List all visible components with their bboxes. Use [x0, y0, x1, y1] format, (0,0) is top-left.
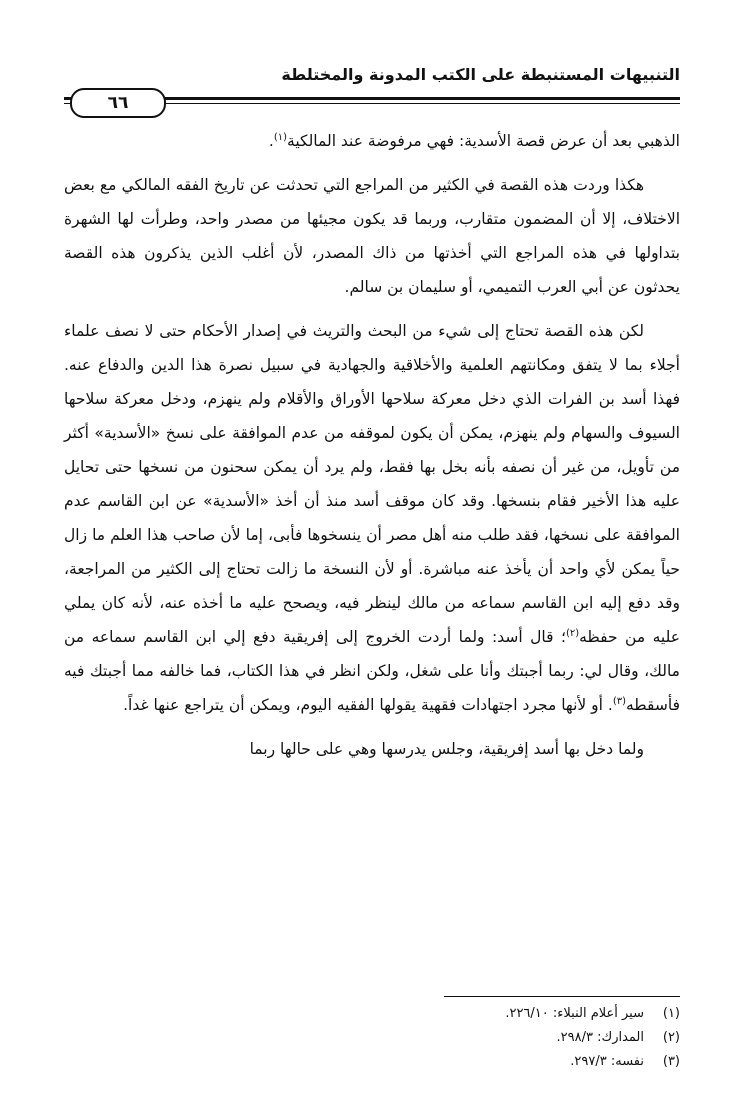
- footnotes: [64, 1002, 680, 1074]
- footnote-3: [64, 1050, 680, 1074]
- footnote-separator: [444, 996, 680, 997]
- header-rule: [64, 88, 680, 118]
- paragraph-3: لكن هذه القصة تحتاج إلى شيء من البحث والتريث في إصدار الأحكام حتى لا نصف علماء أجلاء بما لا يتفق ومكانتهم العلمية والأخلاقية والجهادية في سبيل نصرة هذا الدين والدفاع عنه. فهذا أسد بن الفرات الذي دخل معركة سلاحها الأوراق والأقلام ولم ينهزم، ودخل معركة سلاحها السيوف والسهام ولم ينهزم، يمكن أن يكون لموقفه من عدم الموافقة على نسخ «الأسدية» أكثر من تأويل، من غير أن نصفه بأنه بخل بها فقط، ولم يرد أن يمكن سحنون من نسخها حتى تحايل عليه هذا الأخير فقام بنسخها. وقد كان موقف أسد منذ أن أخذ «الأسدية» عن ابن القاسم عدم الموافقة على نسخها، فقد طلب منه أهل مصر أن ينسخوها فأبى، إما لأن صاحب هذا العلم ما زال حياً يمكن لأي واحد أن يأخذ عنه مباشرة. أو لأن النسخة ما زالت تحتاج إلى الكثير من المراجعة، وقد دفع إليه ابن القاسم سماعه من مالك لينظر فيه، ويصحح عليه ما أخذه عنه، لأنه كان يملي عليه من حفظه$^{(٢)}$؛ قال أسد: ولما أردت الخروج إلى إفريقية دفع إلي ابن القاسم سماعه من مالك، وقال لي: ربما أجبتك وأنا على شغل، ولكن انظر في هذا الكتاب، فما خالفه مما أجبتك فيه فأسقطه$^{(٣)}$. أو لأنها مجرد اجتهادات فقهية يقولها الفقيه اليوم، ويمكن أن يتراجع عنها غداً.: [64, 322, 680, 714]
- footnote-number: (٣): [662, 1054, 680, 1069]
- paragraph-1: الذهبي بعد أن عرض قصة الأسدية: فهي مرفوضة عند المالكية$^{(١)}$.: [268, 131, 680, 150]
- paragraph-2: هكذا وردت هذه القصة في الكثير من المراجع التي تحدثت عن تاريخ الفقه المالكي مع بعض الاختلاف، إلا أن المضمون متقارب، وربما قد يكون مجيئها من مصدر واحد، وطرأت لها الشهرة بتداولها في هذه المراجع التي أخذتها من ذاك المصدر، لأن أغلب الذين يذكرون هذه القصة يحدثون عن أبي العرب التميمي، أو سليمان بن سالم.: [64, 176, 680, 296]
- footnote-ref-2: (٢): [565, 627, 580, 639]
- footnote-text: سير أعلام النبلاء: ٢٢٦/١٠.: [505, 1006, 644, 1021]
- paragraph-4: ولما دخل بها أسد إفريقية، وجلس يدرسها وهي على حالها ربما: [249, 740, 644, 758]
- running-header: [64, 62, 680, 88]
- footnote-number: (١): [662, 1006, 680, 1021]
- footnote-text: المدارك: ٢٩٨/٣.: [556, 1030, 644, 1045]
- footnote-2: [64, 1026, 680, 1050]
- footnote-ref-1: (١): [273, 131, 288, 143]
- footnote-text: نفسه: ٢٩٧/٣.: [570, 1054, 644, 1069]
- footnote-number: (٢): [662, 1030, 680, 1045]
- page-number: ٦٦: [70, 88, 166, 118]
- book-page: [64, 48, 680, 1068]
- body-text: [64, 124, 680, 776]
- footnote-1: [64, 1002, 680, 1026]
- footnote-ref-3: (٣): [612, 695, 626, 707]
- running-header-title: التنبيهات المستنبطة على الكتب المدونة والمختلطة: [281, 65, 680, 84]
